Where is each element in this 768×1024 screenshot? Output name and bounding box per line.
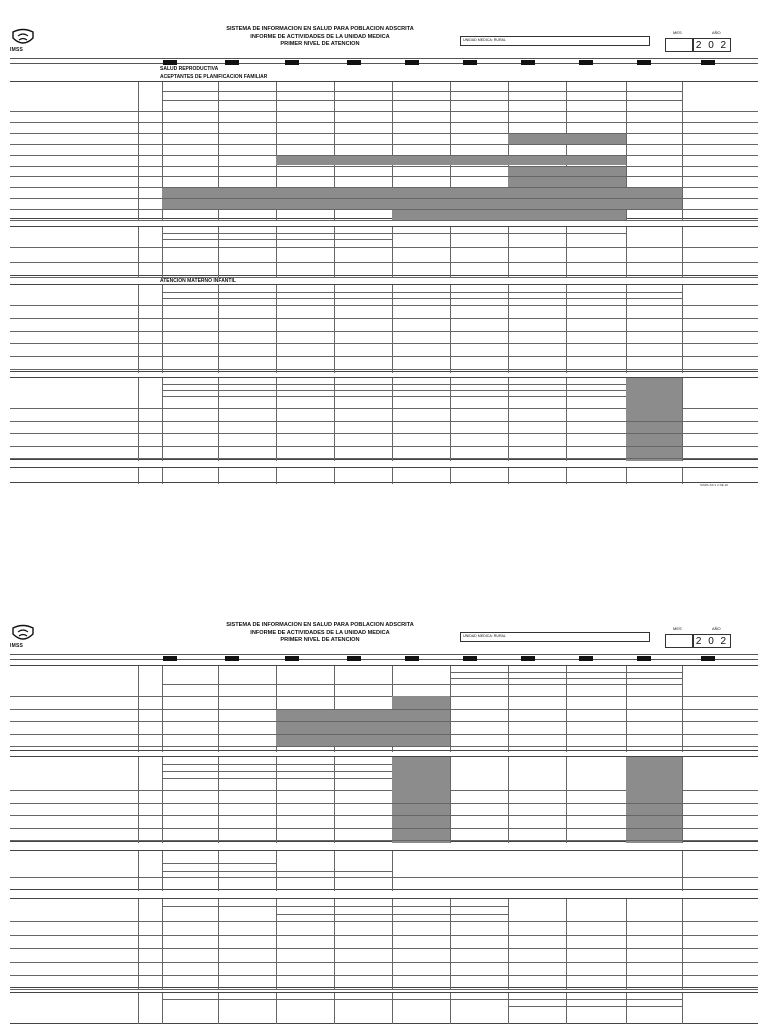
grid-line — [10, 262, 758, 263]
grid-line — [138, 82, 139, 220]
title-line-2: INFORME DE ACTIVIDADES DE LA UNIDAD MEDICA — [250, 33, 390, 40]
grid-line — [392, 468, 393, 484]
grid-line — [10, 176, 758, 177]
title-line-3: PRIMER NIVEL DE ATENCION — [280, 637, 360, 644]
column-number — [637, 60, 651, 65]
grid-line — [218, 468, 219, 484]
grid-line — [450, 757, 451, 843]
grid-line — [138, 851, 139, 891]
unidad-medica-field[interactable]: UNIDAD MEDICA: RURAL — [460, 36, 650, 46]
grid-line — [162, 863, 276, 864]
grid-line — [392, 227, 393, 277]
grid-line — [10, 144, 758, 145]
grid-line — [10, 840, 758, 841]
form-titles — [180, 26, 460, 49]
grid-line — [10, 247, 758, 248]
shaded-cell — [392, 209, 508, 220]
grid-line — [162, 871, 392, 872]
grid-line — [10, 187, 758, 188]
grid-line — [682, 851, 683, 891]
subsection-title: ACEPTANTES DE PLANIFICACION FAMILIAR — [160, 74, 268, 80]
grid-line — [682, 468, 683, 484]
grid-line — [218, 227, 219, 277]
grid-line — [162, 684, 682, 685]
grid-line — [276, 468, 277, 484]
grid-line — [450, 993, 451, 1024]
column-number — [163, 60, 177, 65]
grid-line — [138, 468, 139, 484]
grid-line — [10, 220, 758, 221]
grid-line — [138, 993, 139, 1024]
logo-text: IMSS — [10, 643, 24, 649]
shaded-cell — [392, 757, 450, 843]
ano-label: AÑO — [712, 626, 721, 631]
grid-line — [566, 757, 567, 843]
title-line-2: INFORME DE ACTIVIDADES DE LA UNIDAD MEDICA — [250, 629, 390, 636]
column-number-bar — [10, 654, 758, 660]
column-number — [701, 60, 715, 65]
grid-line — [392, 851, 393, 891]
column-number — [225, 60, 239, 65]
mes-field[interactable] — [665, 38, 693, 52]
grid-line — [138, 378, 139, 461]
shaded-cell — [276, 155, 626, 166]
grid-line — [682, 227, 683, 277]
grid-line — [162, 906, 508, 907]
grid-line — [162, 239, 392, 240]
grid-line — [276, 227, 277, 277]
column-number — [347, 656, 361, 661]
grid-line — [10, 877, 758, 878]
table-vih — [10, 377, 758, 460]
grid-line — [162, 227, 163, 277]
column-number — [405, 656, 419, 661]
title-line-3: PRIMER NIVEL DE ATENCION — [280, 41, 360, 48]
table-usuarias — [10, 226, 758, 276]
grid-line — [162, 757, 163, 843]
grid-line — [334, 468, 335, 484]
grid-line — [162, 468, 163, 484]
title-line-1: SISTEMA DE INFORMACION EN SALUD PARA POBLACION ADSCRITA — [226, 622, 414, 628]
grid-line — [10, 198, 758, 199]
column-number — [579, 656, 593, 661]
grid-line — [10, 433, 758, 434]
grid-line — [392, 993, 393, 1024]
grid-line — [162, 390, 626, 391]
grid-line — [10, 921, 758, 922]
shaded-cell — [276, 709, 392, 747]
grid-line — [10, 458, 758, 459]
form-titles — [180, 622, 460, 645]
grid-line — [450, 468, 451, 484]
grid-line — [626, 993, 627, 1024]
grid-line — [450, 227, 451, 277]
grid-line — [626, 468, 627, 484]
grid-line — [138, 757, 139, 843]
grid-line — [682, 378, 683, 461]
table-control — [10, 467, 758, 483]
grid-line — [218, 993, 219, 1024]
grid-line — [10, 155, 758, 156]
grid-line — [10, 111, 758, 112]
grid-line — [682, 82, 683, 220]
grid-line — [138, 285, 139, 373]
grid-line — [450, 672, 682, 673]
grid-line — [10, 277, 758, 278]
grid-line — [10, 709, 758, 710]
grid-line — [10, 305, 758, 306]
table-sifilis-otra — [10, 756, 758, 842]
shaded-cell — [508, 133, 626, 144]
grid-line — [334, 993, 335, 1024]
grid-line — [276, 993, 277, 1024]
column-number — [347, 60, 361, 65]
mes-label: MES — [673, 626, 682, 631]
grid-line — [450, 678, 682, 679]
table-vih-sifilis — [10, 665, 758, 751]
grid-line — [566, 227, 567, 277]
grid-line — [508, 757, 509, 843]
column-number — [579, 60, 593, 65]
footnote: SISPA-SS-1 2 DE 20 — [700, 483, 728, 487]
grid-line — [162, 298, 682, 299]
grid-line — [10, 803, 758, 804]
grid-line — [162, 233, 626, 234]
column-number — [285, 656, 299, 661]
grid-line — [162, 100, 682, 101]
table-partos — [10, 898, 758, 988]
grid-line — [138, 227, 139, 277]
grid-line — [162, 771, 392, 772]
grid-line — [10, 446, 758, 447]
grid-line — [334, 227, 335, 277]
grid-line — [10, 696, 758, 697]
grid-line — [276, 914, 508, 915]
grid-line — [162, 999, 682, 1000]
grid-line — [162, 993, 163, 1024]
form-page-1 — [0, 0, 768, 500]
grid-line — [10, 421, 758, 422]
grid-line — [334, 757, 335, 843]
column-number — [163, 656, 177, 661]
grid-line — [10, 318, 758, 319]
grid-line — [10, 948, 758, 949]
grid-line — [162, 91, 682, 92]
grid-line — [218, 757, 219, 843]
materno-title: ATENCION MATERNO INFANTIL — [160, 278, 236, 284]
ano-label: AÑO — [712, 30, 721, 35]
grid-line — [162, 778, 392, 779]
logo-text: IMSS — [10, 47, 24, 53]
grid-line — [508, 227, 509, 277]
grid-line — [10, 746, 758, 747]
column-number — [521, 60, 535, 65]
column-number — [463, 656, 477, 661]
form-page-2 — [0, 610, 768, 1024]
grid-line — [10, 166, 758, 167]
unidad-medica-field[interactable]: UNIDAD MEDICA: RURAL — [460, 632, 650, 642]
grid-line — [10, 209, 758, 210]
mes-label: MES — [673, 30, 682, 35]
grid-line — [162, 384, 626, 385]
grid-line — [682, 993, 683, 1024]
table-recien-nacido — [10, 992, 758, 1024]
grid-line — [508, 468, 509, 484]
grid-line — [10, 828, 758, 829]
column-number — [463, 60, 477, 65]
column-number-bar — [10, 58, 758, 64]
column-number — [521, 656, 535, 661]
form-header-2 — [10, 622, 758, 654]
form-header — [10, 26, 758, 58]
shaded-cell — [626, 757, 682, 843]
ano-field[interactable]: 2 0 2 — [693, 38, 731, 52]
grid-line — [10, 369, 758, 370]
grid-line — [10, 962, 758, 963]
column-number — [637, 656, 651, 661]
column-number — [405, 60, 419, 65]
grid-line — [10, 989, 758, 990]
grid-line — [10, 122, 758, 123]
grid-line — [10, 721, 758, 722]
column-number — [225, 656, 239, 661]
grid-line — [10, 734, 758, 735]
grid-line — [10, 343, 758, 344]
grid-line — [10, 356, 758, 357]
section-title: SALUD REPRODUCTIVA — [160, 66, 219, 72]
title-line-1: SISTEMA DE INFORMACION EN SALUD PARA POBLACION ADSCRITA — [226, 26, 414, 32]
grid-line — [10, 815, 758, 816]
column-number — [285, 60, 299, 65]
grid-line — [162, 396, 626, 397]
table-aceptantes — [10, 81, 758, 219]
table-alto-riesgo — [10, 850, 758, 890]
grid-line — [682, 285, 683, 373]
grid-line — [626, 227, 627, 277]
ano-field[interactable]: 2 0 2 — [693, 634, 731, 648]
grid-line — [682, 757, 683, 843]
grid-line — [162, 292, 682, 293]
grid-line — [566, 468, 567, 484]
grid-line — [508, 993, 509, 1024]
column-number — [701, 656, 715, 661]
grid-line — [10, 331, 758, 332]
grid-line — [10, 935, 758, 936]
grid-line — [162, 764, 392, 765]
grid-line — [10, 133, 758, 134]
table-materno — [10, 284, 758, 372]
grid-line — [566, 993, 567, 1024]
grid-line — [508, 1006, 682, 1007]
shaded-cell — [626, 378, 682, 461]
mes-field[interactable] — [665, 634, 693, 648]
grid-line — [276, 757, 277, 843]
grid-line — [10, 975, 758, 976]
